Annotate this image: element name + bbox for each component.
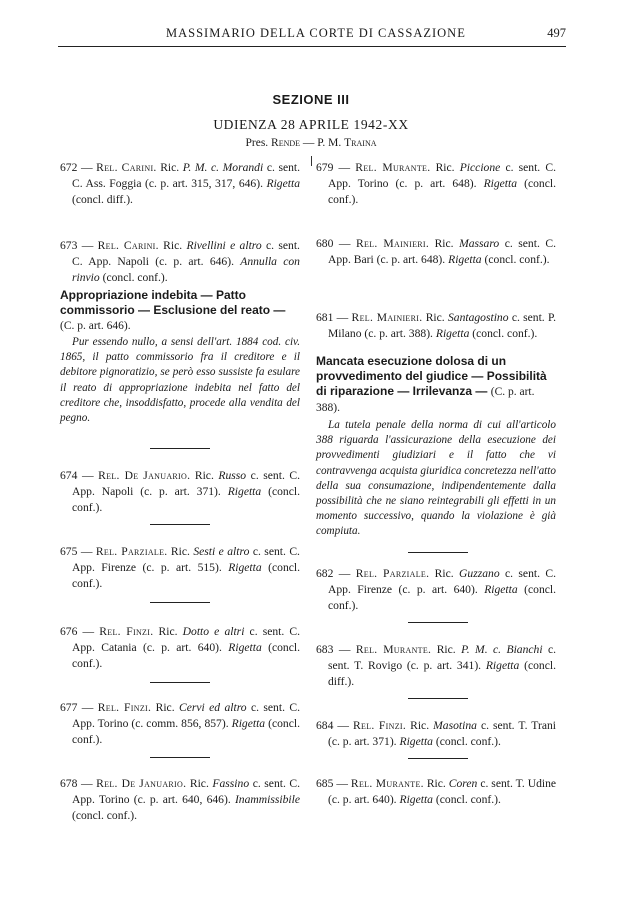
entry-party: Coren [448, 777, 478, 790]
maxim-text-right: La tutela penale della norma di cui all'articolo 388 riguarda l'assicurazione della esecuzione dei provvedimenti giudiziari e il fatto che vi contravvenga acquista giuridica concretezza nell'atto della sua consumazione, indipendentemente dalla possibilità che ne siano reintegrabili gli effetti in un momento successivo, quando la violazione è già compiuta. [316, 419, 556, 538]
entry-conclusion: (concl. conf.). [72, 641, 300, 670]
entry-court: c. sent. C. App. Torino (c. p. art. 640, 646). [72, 777, 301, 806]
running-title: MASSIMARIO DELLA CORTE DI CASSAZIONE [166, 26, 466, 40]
entry-679 [316, 160, 556, 208]
separator [150, 757, 210, 758]
entry-674 [60, 468, 300, 516]
entry-conclusion: (concl. diff.). [328, 659, 556, 688]
entry-party: Rivellini e altro [186, 239, 262, 252]
entry-rapporteur: Rel. Carini. [96, 161, 157, 174]
separator [408, 698, 468, 699]
entry-conclusion: (concl. conf.). [72, 809, 138, 822]
separator [150, 602, 210, 603]
entry-party: Piccione [459, 161, 501, 174]
entry-outcome: Rigetta [484, 583, 518, 596]
entry-party: P. M. c. Morandi [182, 161, 264, 174]
entry-court: c. sent. T. Udine (c. p. art. 640). [328, 777, 557, 806]
entry-party: Sesti e altro [193, 545, 250, 558]
entry-number: 679 — [316, 161, 351, 174]
entry-rapporteur: Rel. Murante. [350, 777, 424, 790]
entry-party: Massaro [459, 237, 500, 250]
entry-court: c. sent. C. App. Torino (c. p. art. 648). [328, 161, 556, 190]
entry-678 [60, 776, 300, 824]
entry-court: c. sent. C. App. Torino (c. comm. 856, 857). [72, 701, 300, 730]
entry-rapporteur: Rel. De Januario. [98, 469, 191, 482]
entry-ric: Ric. [158, 625, 178, 638]
entry-outcome: Rigetta [485, 659, 520, 672]
maxim-heading: Appropriazione indebita — Patto commissorio — Esclusione del reato — [60, 288, 286, 317]
entry-conclusion: (concl. conf.). [72, 561, 301, 590]
entry-number: 675 — [60, 545, 93, 558]
entry-684 [316, 718, 556, 750]
entry-676 [60, 624, 300, 672]
entry-ric: Ric. [410, 719, 430, 732]
separator [150, 524, 210, 525]
entry-675 [60, 544, 300, 592]
entry-outcome: Rigetta [228, 561, 262, 574]
entry-rapporteur: Rel. Murante. [355, 161, 431, 174]
entry-court: c. sent. P. Milano (c. p. art. 388). [328, 311, 557, 340]
entry-outcome: Rigetta [231, 717, 266, 730]
entry-outcome: Rigetta [435, 327, 470, 340]
entry-court: c. sent. C. App. Napoli (c. p. art. 371). [72, 469, 301, 498]
entry-conclusion: (concl. conf.). [328, 583, 557, 612]
entry-681 [316, 310, 556, 342]
column-divider-tick [311, 156, 312, 166]
entry-conclusion: (concl. conf.). [435, 735, 501, 748]
entry-ric: Ric. [155, 701, 175, 714]
section-title: SEZIONE III [272, 92, 350, 107]
entry-outcome: Rigetta [228, 641, 262, 654]
entry-court: c. sent. T. Rovigo (c. p. art. 341). [328, 643, 557, 672]
entry-conclusion: (concl. conf.). [102, 271, 168, 284]
entry-number: 676 — [60, 625, 95, 638]
entry-685 [316, 776, 556, 808]
entry-ric: Ric. [434, 567, 454, 580]
president-line [0, 137, 622, 149]
separator [150, 448, 210, 449]
maxim-title-right [316, 354, 556, 416]
entry-outcome: Rigetta [227, 485, 262, 498]
entry-conclusion: (concl. conf.). [72, 485, 300, 514]
entry-rapporteur: Rel. Murante. [355, 643, 432, 656]
entry-outcome: Rigetta [266, 177, 300, 190]
entry-683 [316, 642, 556, 690]
president-name: Rende [271, 137, 301, 149]
president-prefix: Pres. [245, 137, 269, 149]
entry-court: c. sent. C. Ass. Foggia (c. p. art. 315, 317, 646). [72, 161, 301, 190]
entry-court: c. sent. C. App. Napoli (c. p. art. 646). [72, 239, 300, 268]
entry-number: 672 — [60, 161, 93, 174]
pm-name: Traina [344, 137, 377, 149]
entry-conclusion: (concl. conf.). [72, 717, 300, 746]
entry-party: Russo [218, 469, 247, 482]
separator [408, 552, 468, 553]
entry-ric: Ric. [434, 237, 454, 250]
entry-conclusion: (concl. conf.). [435, 793, 501, 806]
entry-number: 681 — [316, 311, 349, 324]
entry-conclusion: (concl. conf.). [472, 327, 538, 340]
entry-number: 683 — [316, 643, 351, 656]
entry-ric: Ric. [163, 239, 183, 252]
maxim-text-left: Pur essendo nullo, a sensi dell'art. 1884 cod. civ. 1865, il patto commissorio fra il creditore e il debitore pignoratizio, se però esso sussiste fa esulare il reato di appropriazione indebita nel fatto del creditore che, insoddisfatto, procede alla vendita del pegno. [60, 336, 300, 425]
entry-677 [60, 700, 300, 748]
maxim-heading: Mancata esecuzione dolosa di un provvedimento del giudice — Possibilità di riparazione — Irrilevanza — [316, 354, 547, 398]
entry-rapporteur: Rel. Parziale. [355, 567, 430, 580]
entry-party: Fassino [212, 777, 250, 790]
entry-party: Guzzano [459, 567, 500, 580]
entry-ric: Ric. [435, 161, 455, 174]
entry-number: 674 — [60, 469, 94, 482]
entry-party: P. M. c. Bianchi [461, 643, 543, 656]
maxim-reference: (C. p. art. 646). [60, 320, 131, 332]
entry-party: Cervi ed altro [178, 701, 247, 714]
entry-court: c. sent. C. App. Bari (c. p. art. 648). [328, 237, 556, 266]
separator [408, 622, 468, 623]
entry-conclusion: (concl. conf.). [328, 177, 556, 206]
entry-rapporteur: Rel. De Januario. [96, 777, 187, 790]
entry-outcome: Annulla con rinvio [72, 255, 300, 284]
entry-number: 673 — [60, 239, 94, 252]
running-header [58, 24, 566, 47]
entry-ric: Ric. [425, 311, 445, 324]
entry-party: Masotina [433, 719, 477, 732]
entry-682 [316, 566, 556, 614]
entry-outcome: Rigetta [448, 253, 482, 266]
entry-number: 678 — [60, 777, 93, 790]
entry-ric: Ric. [189, 777, 209, 790]
entry-court: c. sent. C. App. Catania (c. p. art. 640). [72, 625, 301, 654]
pm-prefix: — P. M. [302, 137, 342, 149]
entry-outcome: Rigetta [399, 793, 433, 806]
entry-number: 684 — [316, 719, 349, 732]
entry-conclusion: (concl. conf.). [484, 253, 550, 266]
entry-672 [60, 160, 300, 208]
maxim-title-left [60, 288, 300, 334]
page-number: 497 [547, 26, 566, 40]
entry-court: c. sent. C. App. Firenze (c. p. art. 515). [72, 545, 300, 574]
entry-number: 677 — [60, 701, 94, 714]
entry-rapporteur: Rel. Finzi. [99, 625, 154, 638]
entry-court: c. sent. C. App. Firenze (c. p. art. 640). [328, 567, 556, 596]
entry-party: Dotto e altri [182, 625, 245, 638]
entry-outcome: Rigetta [399, 735, 433, 748]
entry-court: c. sent. T. Trani (c. p. art. 371). [328, 719, 556, 748]
entry-rapporteur: Rel. Finzi. [97, 701, 152, 714]
entry-ric: Ric. [194, 469, 214, 482]
separator [408, 758, 468, 759]
maxim-reference: (C. p. art. 388). [316, 386, 535, 414]
entry-number: 682 — [316, 567, 351, 580]
entry-ric: Ric. [436, 643, 456, 656]
entry-rapporteur: Rel. Parziale. [95, 545, 168, 558]
entry-outcome: Rigetta [483, 177, 518, 190]
entry-ric: Ric. [170, 545, 190, 558]
entry-rapporteur: Rel. Mainieri. [351, 311, 423, 324]
entry-party: Santagostino [447, 311, 509, 324]
entry-conclusion: (concl. diff.). [72, 193, 133, 206]
entry-number: 685 — [316, 777, 348, 790]
entry-680 [316, 236, 556, 268]
entry-rapporteur: Rel. Mainieri. [355, 237, 430, 250]
separator [150, 682, 210, 683]
entry-outcome: Inammissibile [234, 793, 300, 806]
entry-ric: Ric. [160, 161, 180, 174]
entry-rapporteur: Rel. Finzi. [353, 719, 407, 732]
hearing-date: UDIENZA 28 APRILE 1942-XX [213, 117, 409, 132]
entry-673 [60, 238, 300, 286]
entry-rapporteur: Rel. Carini. [97, 239, 159, 252]
entry-ric: Ric. [426, 777, 446, 790]
entry-number: 680 — [316, 237, 351, 250]
